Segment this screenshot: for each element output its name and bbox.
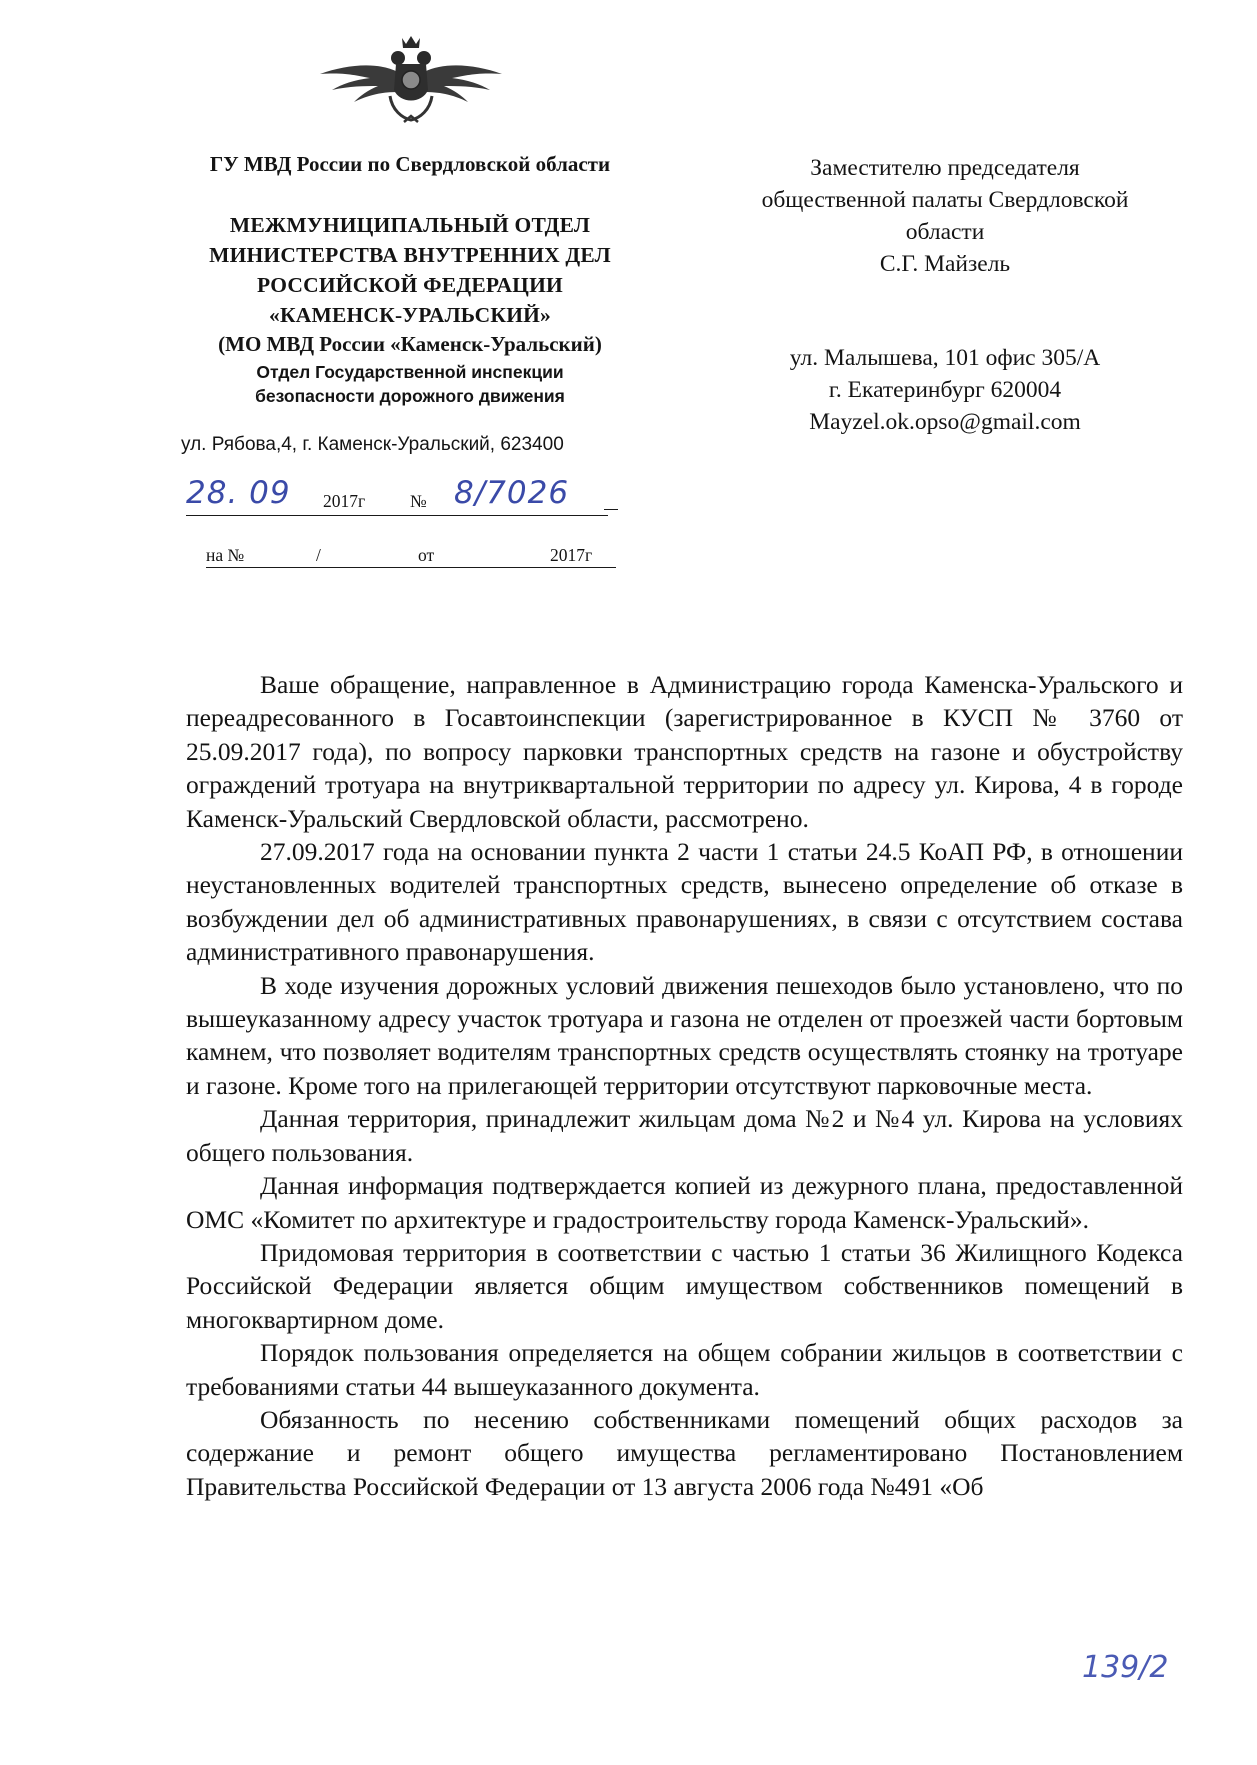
- body-paragraph: Придомовая территория в соответствии с частью 1 статьи 36 Жилищного Кодекса Российской Федерации является общим имуществом собственников помещений в многоквартирном доме.: [186, 1237, 1183, 1334]
- body-paragraph: В ходе изучения дорожных условий движения пешеходов было установлено, что по вышеуказанному адресу участок тротуара и газона не отделен от проезжей части бортовым камнем, что позволяет водителям транспортных средств осуществлять стоянку на тротуаре и газоне. Кроме того на прилегающей территории отсутствуют парковочные места.: [186, 970, 1183, 1100]
- reply-reference-line: [206, 545, 616, 568]
- outgoing-number-handwritten: 8/7026: [454, 475, 570, 511]
- line-end-dash: [604, 509, 618, 510]
- department-abbreviation: (МО МВД России «Каменск-Уральский): [218, 332, 602, 357]
- ministry-name: ГУ МВД России по Свердловской области: [209, 152, 611, 176]
- recipient-address: ул. Малышева, 101 офис 305/А г. Екатеринбург 620004 Mayzel.ok.opso@gmail.com: [789, 345, 1101, 435]
- outgoing-date-handwritten: 28. 09: [186, 475, 291, 511]
- body-paragraph: 27.09.2017 года на основании пункта 2 части 1 статьи 24.5 КоАП РФ, в отношении неустановленных водителей транспортных средств, вынесено определение об отказе в возбуждении дел об административных правонарушениях, в связи с отсутствием состава административного правонарушения.: [186, 837, 1183, 967]
- reply-from-label: от: [418, 545, 435, 565]
- body-paragraph: Обязанность по несению собственниками помещений общих расходов за содержание и ремонт общего имущества регламентировано Постановлением Правительства Российской Федерации от 13 августа 2006 года №491 «Об: [186, 1404, 1183, 1501]
- reply-slash: /: [316, 545, 321, 565]
- subdepartment-name: Отдел Государственной инспекции безопасности дорожного движения: [255, 362, 565, 407]
- double-headed-eagle-emblem-icon: [318, 34, 504, 126]
- outgoing-number-line: [186, 475, 608, 516]
- body-paragraph: Данная территория, принадлежит жильцам дома №2 и №4 ул. Кирова на условиях общего пользования.: [186, 1104, 1183, 1167]
- outgoing-year-label: 2017г: [323, 491, 366, 511]
- body-paragraph: Порядок пользования определяется на общем собрании жильцов в соответствии с требованиями статьи 44 вышеуказанного документа.: [186, 1338, 1183, 1401]
- sender-header: [170, 152, 650, 456]
- handwritten-page-mark: 139/2: [1082, 1650, 1169, 1685]
- outgoing-number-label: №: [410, 491, 427, 511]
- department-name: МЕЖМУНИЦИПАЛЬНЫЙ ОТДЕЛ МИНИСТЕРСТВА ВНУТРЕННИХ ДЕЛ РОССИЙСКОЙ ФЕДЕРАЦИИ «КАМЕНСК-УРАЛЬСКИЙ»: [209, 213, 611, 328]
- sender-address: ул. Рябова,4, г. Каменск-Уральский, 623400: [181, 434, 564, 456]
- body-paragraph: Данная информация подтверждается копией из дежурного плана, предоставленной ОМС «Комитет по архитектуре и градостроительству города Каменск-Уральский».: [186, 1171, 1183, 1234]
- recipient-block: Заместителю председателя общественной палаты Свердловской области С.Г. Майзель: [761, 155, 1129, 277]
- letter-body: [186, 668, 1183, 1503]
- body-paragraph: Ваше обращение, направленное в Администрацию города Каменска-Уральского и переадресованного в Госавтоинспекции (зарегистрированное в КУСП № 3760 от 25.09.2017 года), по вопросу парковки транспортных средств на газоне и обустройству ограждений тротуара на внутриквартальной территории по адресу ул. Кирова, 4 в городе Каменск-Уральский Свердловской области, рассмотрено.: [186, 670, 1183, 833]
- reply-year-label: 2017г: [550, 545, 593, 565]
- reply-number-label: на №: [206, 545, 245, 565]
